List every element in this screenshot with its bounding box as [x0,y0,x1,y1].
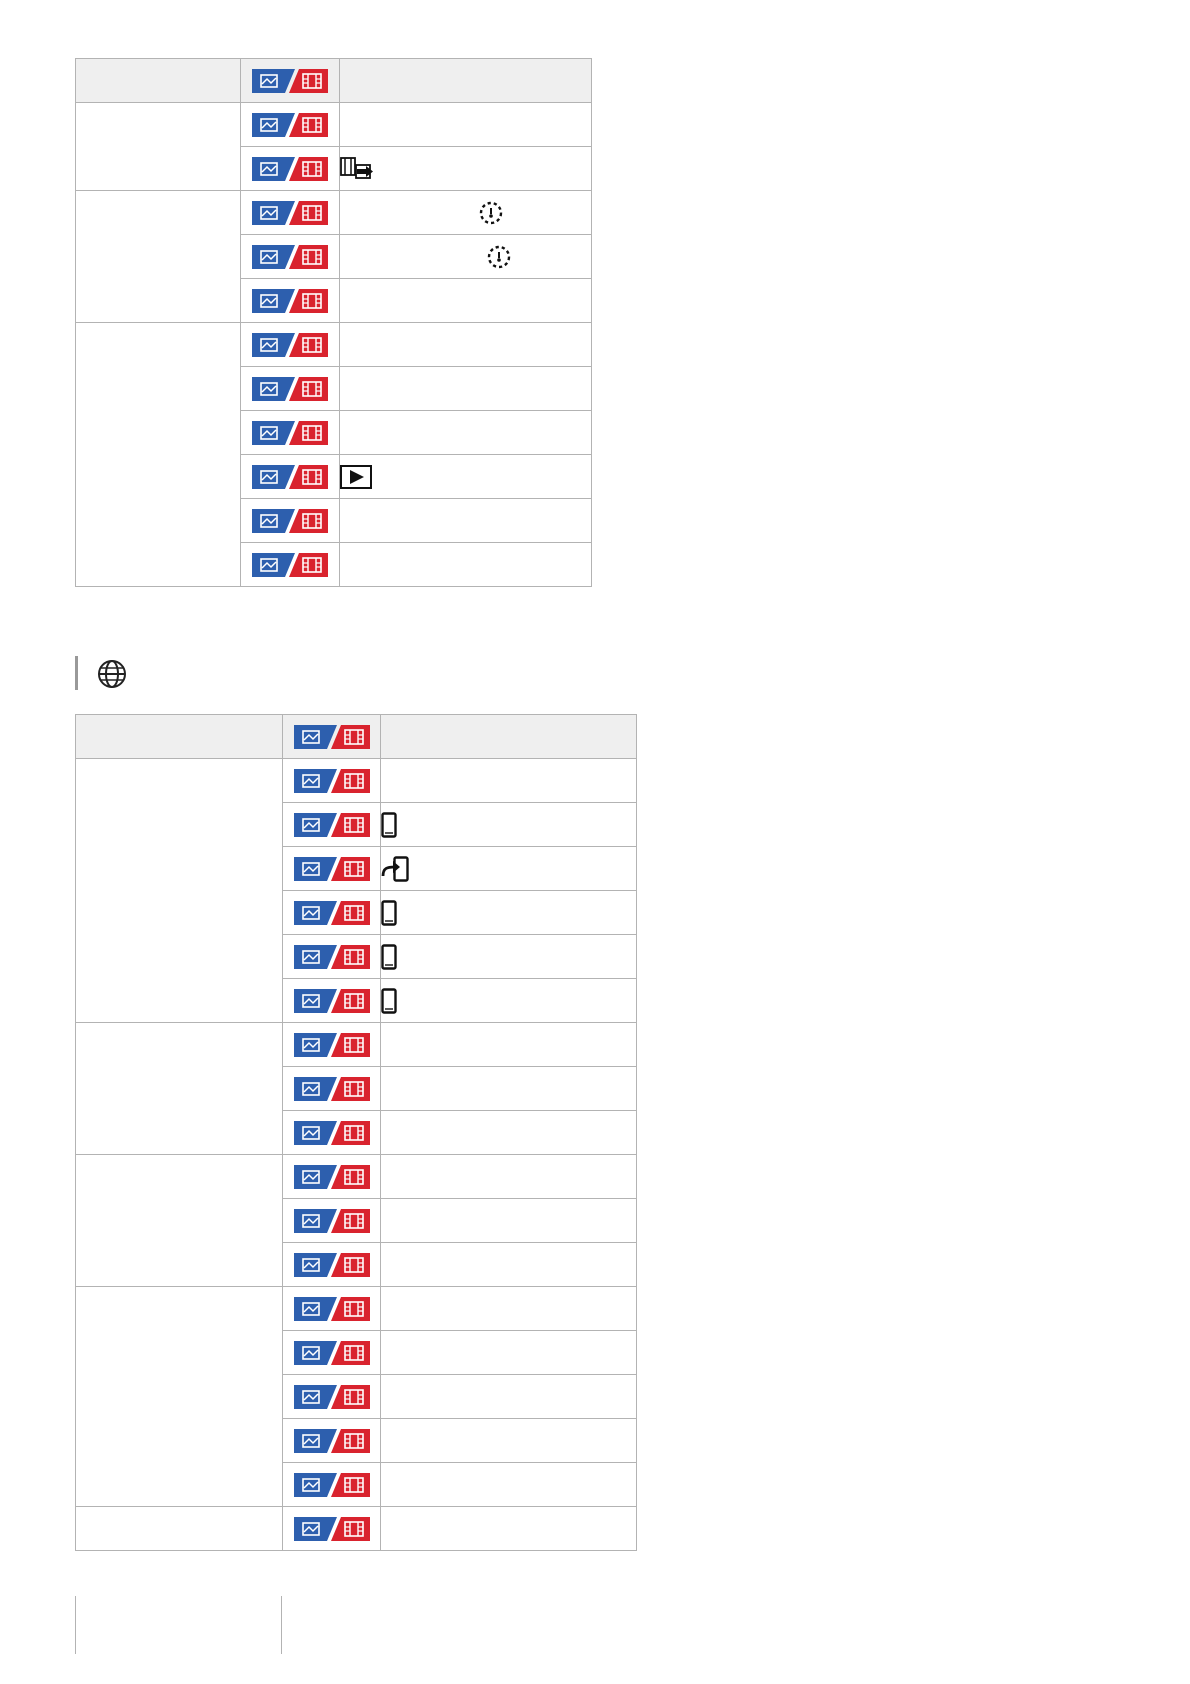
menu-item-cell[interactable] [381,1287,637,1331]
mode-cell [241,103,340,147]
menu-item-cell[interactable] [340,455,592,499]
photo-movie-badge [252,245,328,269]
mode-cell [283,803,381,847]
menu-item-cell[interactable] [340,235,592,279]
menu-item-cell[interactable] [381,1023,637,1067]
section-marker-bar [75,656,78,690]
photo-movie-badge [252,377,328,401]
menu-item-cell[interactable] [381,935,637,979]
photo-movie-badge [252,509,328,533]
photo-movie-badge [294,1033,370,1057]
photo-movie-badge [294,1297,370,1321]
photo-movie-badge [294,1121,370,1145]
mode-cell [241,411,340,455]
mode-cell [283,891,381,935]
menu-item-cell[interactable] [381,1419,637,1463]
menu-item-cell[interactable] [340,367,592,411]
mode-cell [283,759,381,803]
photo-movie-badge [294,1165,370,1189]
photo-movie-badge [252,333,328,357]
photo-movie-badge [294,1473,370,1497]
menu-item-cell[interactable] [340,499,592,543]
mode-cell [241,323,340,367]
menu-item-cell[interactable] [340,147,592,191]
photo-movie-badge [252,421,328,445]
category-cell [76,759,283,1023]
table-row [76,1155,637,1199]
photo-movie-badge [294,813,370,837]
menu-item-cell[interactable] [381,1199,637,1243]
photo-movie-badge [252,157,328,181]
movie-transfer-icon [340,156,376,182]
mode-cell [283,1463,381,1507]
smartphone-icon [381,812,397,838]
category-cell [76,1287,283,1507]
table-header-row [76,59,592,103]
photo-movie-badge [294,901,370,925]
mode-cell [283,935,381,979]
menu-item-cell[interactable] [381,1463,637,1507]
table-row [76,1507,637,1551]
menu-item-cell[interactable] [381,1331,637,1375]
mode-cell [283,1067,381,1111]
mode-cell [283,847,381,891]
photo-movie-badge [294,725,370,749]
table-header-row [76,715,637,759]
category-cell [76,103,241,191]
menu-item-cell[interactable] [381,1507,637,1551]
mode-cell [283,1331,381,1375]
photo-movie-badge [294,1209,370,1233]
table-continuation-line [281,1596,282,1654]
menu-item-cell[interactable] [381,847,637,891]
photo-movie-badge [294,769,370,793]
photo-movie-badge [294,1077,370,1101]
table-row [76,1023,637,1067]
mode-cell [241,147,340,191]
table-continuation-line [75,1596,76,1654]
smartphone-icon [381,900,397,926]
photo-movie-badge [252,465,328,489]
photo-movie-badge [294,989,370,1013]
mode-cell [241,279,340,323]
mode-cell [283,1155,381,1199]
mode-cell [241,543,340,587]
menu-item-cell[interactable] [340,103,592,147]
header-cell-category [76,59,241,103]
photo-movie-badge [294,945,370,969]
settings-table-2 [75,714,637,1551]
menu-item-cell[interactable] [340,411,592,455]
category-cell [76,1507,283,1551]
photo-movie-badge [252,201,328,225]
menu-item-cell[interactable] [340,191,592,235]
menu-item-cell[interactable] [340,323,592,367]
send-to-smartphone-icon [381,856,411,882]
header-cell-item [381,715,637,759]
photo-movie-badge [294,1341,370,1365]
mode-cell [241,367,340,411]
header-cell-item [340,59,592,103]
mode-cell [241,191,340,235]
mode-cell [283,1199,381,1243]
menu-item-cell[interactable] [381,1243,637,1287]
photo-movie-badge [294,1385,370,1409]
mode-cell [283,1419,381,1463]
photo-movie-badge [294,1429,370,1453]
mode-cell [283,1287,381,1331]
table-row [76,1287,637,1331]
mode-cell [241,455,340,499]
mode-cell [283,1507,381,1551]
menu-item-cell[interactable] [340,279,592,323]
photo-movie-badge [252,553,328,577]
menu-item-cell[interactable] [381,891,637,935]
mode-cell [283,1375,381,1419]
category-cell [76,1155,283,1287]
mode-cell [241,235,340,279]
table-row [76,323,592,367]
menu-item-cell[interactable] [381,979,637,1023]
menu-item-cell[interactable] [381,1155,637,1199]
table-row [76,191,592,235]
mode-cell [241,499,340,543]
photo-movie-badge [252,69,328,93]
playback-icon [340,465,372,489]
menu-item-cell[interactable] [381,759,637,803]
header-cell-mode [283,715,381,759]
category-cell [76,323,241,587]
mode-cell [283,1023,381,1067]
header-cell-category [76,715,283,759]
menu-item-cell[interactable] [381,1111,637,1155]
settings-table-1 [75,58,592,587]
category-cell [76,191,241,323]
smartphone-icon [381,988,397,1014]
table-row [76,103,592,147]
dotted-timer-icon [478,200,504,226]
menu-item-cell[interactable] [381,1375,637,1419]
photo-movie-badge [252,289,328,313]
photo-movie-badge [294,1253,370,1277]
table-row [76,759,637,803]
globe-icon [96,658,128,695]
photo-movie-badge [294,1517,370,1541]
smartphone-icon [381,944,397,970]
mode-cell [283,1243,381,1287]
mode-cell [283,1111,381,1155]
menu-item-cell[interactable] [381,803,637,847]
header-cell-mode [241,59,340,103]
category-cell [76,1023,283,1155]
menu-item-cell[interactable] [381,1067,637,1111]
mode-cell [283,979,381,1023]
menu-item-cell[interactable] [340,543,592,587]
photo-movie-badge [252,113,328,137]
photo-movie-badge [294,857,370,881]
dotted-timer-icon [486,244,512,270]
